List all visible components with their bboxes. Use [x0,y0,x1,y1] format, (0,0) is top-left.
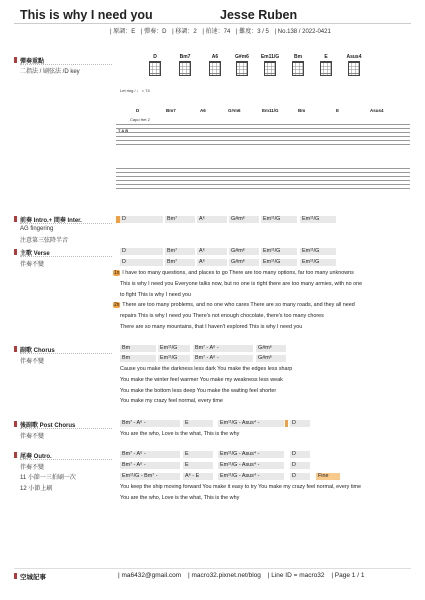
chord-cell: Em¹¹/G [158,355,190,362]
lyric-line: You make the winter feel warmer You make my weakness less weak [120,377,283,383]
chord-cell: Em¹¹/G [300,216,336,223]
song-meta [110,26,410,36]
tab-chord: E [336,108,340,113]
lyric-line: You make my crazy feel normal, every time [120,398,223,404]
chord-diagram: Asus4 [344,54,364,76]
chord-cell: Em¹¹/G - Asus⁴ - [218,451,284,458]
chord-cell: D [290,420,310,427]
footer-blog-link[interactable]: | macro32.pixnet.net/blog [188,572,261,579]
repeat-marker [285,420,288,427]
repeat-tag: 1x [114,270,120,276]
chord-cell: Em¹¹/G [300,259,336,266]
chord-cell: G#m⁶ [229,259,259,266]
verse-note: 伴奏不變 [20,262,45,268]
chord-cell: G#m⁶ [256,345,286,352]
section-rule [20,428,112,429]
tempo-marking: Let ring / ♩ = 74 [120,88,150,93]
lyric-line: There are so many mountains, that I haven't explored This is why I need you [120,324,303,330]
lyric-line: This is why I need you Everyone talks now, but no one is right there are too many armies, with no one [120,281,363,287]
chord-cell: Bm⁷ [165,259,195,266]
tab-chord: D [136,108,140,113]
chord-row [120,451,400,459]
chord-cell: Bm⁷ - A⁶ - [193,355,253,362]
chord-cell: Em¹¹/G - Asus⁴ - [218,462,284,469]
intro-note: 注意第三弦降半音 [20,238,69,244]
section-rule [20,459,112,460]
chord-diagram: G#m6 [232,54,252,76]
chord-cell: Em¹¹/G [300,248,336,255]
tab-chord: Em11/G [262,108,279,113]
chord-cell: Bm⁷ - A⁶ - [120,462,180,469]
chord-cell: A⁶ [197,248,227,255]
footer-info [118,572,369,579]
chord-cell: Em¹¹/G - Asus⁴ - [218,473,284,480]
chord-diagram: Bm [288,54,308,76]
chord-cell: Bm⁷ - A⁶ - [120,451,180,458]
chord-cell: E [183,420,213,427]
lyric-line: You are the who, Love is the what, This is the why [120,495,240,501]
chord-diagram: Em11/G [260,54,280,76]
chord-cell: D [120,216,163,223]
section-label-outro: 尾奏 Outro. [20,451,52,460]
chord-cell: Em¹¹/G [158,345,190,352]
chord-cell: Bm [120,345,156,352]
tab-staff [116,88,410,154]
chord-row [120,355,400,363]
footer-email: | ma6432@gmail.com [118,572,182,579]
outro-note: 11 小節一三拍刷一次 [20,475,76,481]
chord-cell: D [290,473,310,480]
chord-diagrams [120,54,370,84]
song-artist: Jesse Ruben [220,8,298,22]
chord-cell: Em¹¹/G [261,248,297,255]
meta-capo: | 移調：2 [172,29,197,35]
chord-cell: A⁶ [197,259,227,266]
lyric-line: repairs This is why I need you There's not enough chocolate, there's too many chores [120,313,324,319]
tab-chord: A6 [200,108,206,113]
section-rule [20,353,112,354]
chord-cell: Em¹¹/G - Bm⁷ - [120,473,180,480]
chord-diagram: A6 [205,54,225,76]
section-rule [20,223,112,224]
chord-cell: G#m⁶ [256,355,286,362]
tab-clef: T A B [118,128,129,133]
lyric-line: You make the bottom less deep You make the waiting feel shorter [120,388,277,394]
section-rule [20,64,112,65]
section-label-post-chorus: 後副歌 Post Chorus [20,420,75,429]
chord-cell: D [120,248,163,255]
key-points-note: 二指法 / 刷弦法 /D key [20,69,80,75]
chord-diagram: D [145,54,165,76]
footer-page: | Page 1 / 1 [331,572,365,579]
meta-original-key: | 原調：E [110,29,136,35]
chord-row [120,345,400,353]
meta-play-key: | 彈奏：D [140,29,167,35]
chorus-note: 伴奏不變 [20,359,45,365]
tab-chord: Bm7 [166,108,176,113]
chord-row [120,473,400,481]
tab-staff [116,160,410,196]
section-label-key-points: 彈奏重點 [20,56,44,65]
outro-note: 伴奏不變 [20,465,45,471]
chord-cell: Bm [120,355,156,362]
tab-chord: Bm [298,108,306,113]
chord-row [120,259,400,267]
song-title: This is why I need you [20,8,153,22]
capo-marking: Capo fret 2 [130,117,150,122]
section-label-chorus: 副歌 Chorus [20,345,55,354]
outro-note: 12 小節上刷 [20,486,53,492]
chord-cell: Em¹¹/G [261,259,297,266]
chord-row [120,462,400,470]
chord-diagram: E [316,54,336,76]
chord-cell: G#m⁶ [229,248,259,255]
tab-chord: Asus4 [370,108,384,113]
lyric-line: You keep the ship moving forward You make it easy to try You make my crazy feel normal, every time [120,484,361,490]
lyric-line: You are the who, Love is the what, This is the why [120,431,240,437]
fine-marker: Fine [316,473,340,480]
tab-chord: G#m6 [228,108,241,113]
chord-cell: D [290,451,310,458]
section-label-verse: 主歌 Verse [20,248,50,257]
footer-brand: 空城記事 [20,574,46,581]
chord-row [120,216,400,224]
meta-tempo: | 拍速：74 [202,29,231,35]
post-chorus-note: 伴奏不變 [20,434,45,440]
chord-cell: D [290,462,310,469]
lyric-line: Cause you make the darkness less dark You make the edges less sharp [120,366,293,372]
intro-note: AG fingering [20,226,54,232]
chord-row [120,420,400,428]
section-rule [20,256,112,257]
chord-row [120,248,400,256]
lyric-line: 1x I have too many questions, and places to go There are too many options, far too many unknowns [114,270,354,276]
chord-cell: A⁶ [197,216,227,223]
meta-number: | No.138 / 2022-0421 [274,29,331,35]
chord-diagram: Bm7 [175,54,195,76]
chord-cell: Bm⁷ - A⁶ - [120,420,180,427]
chord-cell: Bm⁷ [165,248,195,255]
title-bar [14,8,411,24]
chord-cell: Em¹¹/G - Asus⁴ - [218,420,284,427]
repeat-tag: 2x [114,302,120,308]
footer [14,568,411,581]
lyric-line: 2x There are too many problems, and no one who cares There are so many roads, and they all need [114,302,355,308]
chord-cell: G#m⁶ [229,216,259,223]
section-label-intro: 前奏 Intro.+ 間奏 Inter. [20,215,82,224]
footer-line-id: | Line ID = macro32 [267,572,325,579]
chord-cell: E [183,462,213,469]
lyric-line: to fight This is why I need you [120,292,191,298]
chord-cell: Bm⁷ - A⁶ - [193,345,253,352]
chord-cell: E [183,451,213,458]
chord-cell: Em¹¹/G [261,216,297,223]
chord-cell: A⁶ - E [183,473,213,480]
chord-cell: D [120,259,163,266]
chord-cell: Bm⁷ [165,216,195,223]
meta-difficulty: | 難度：3 / 5 [235,29,269,35]
